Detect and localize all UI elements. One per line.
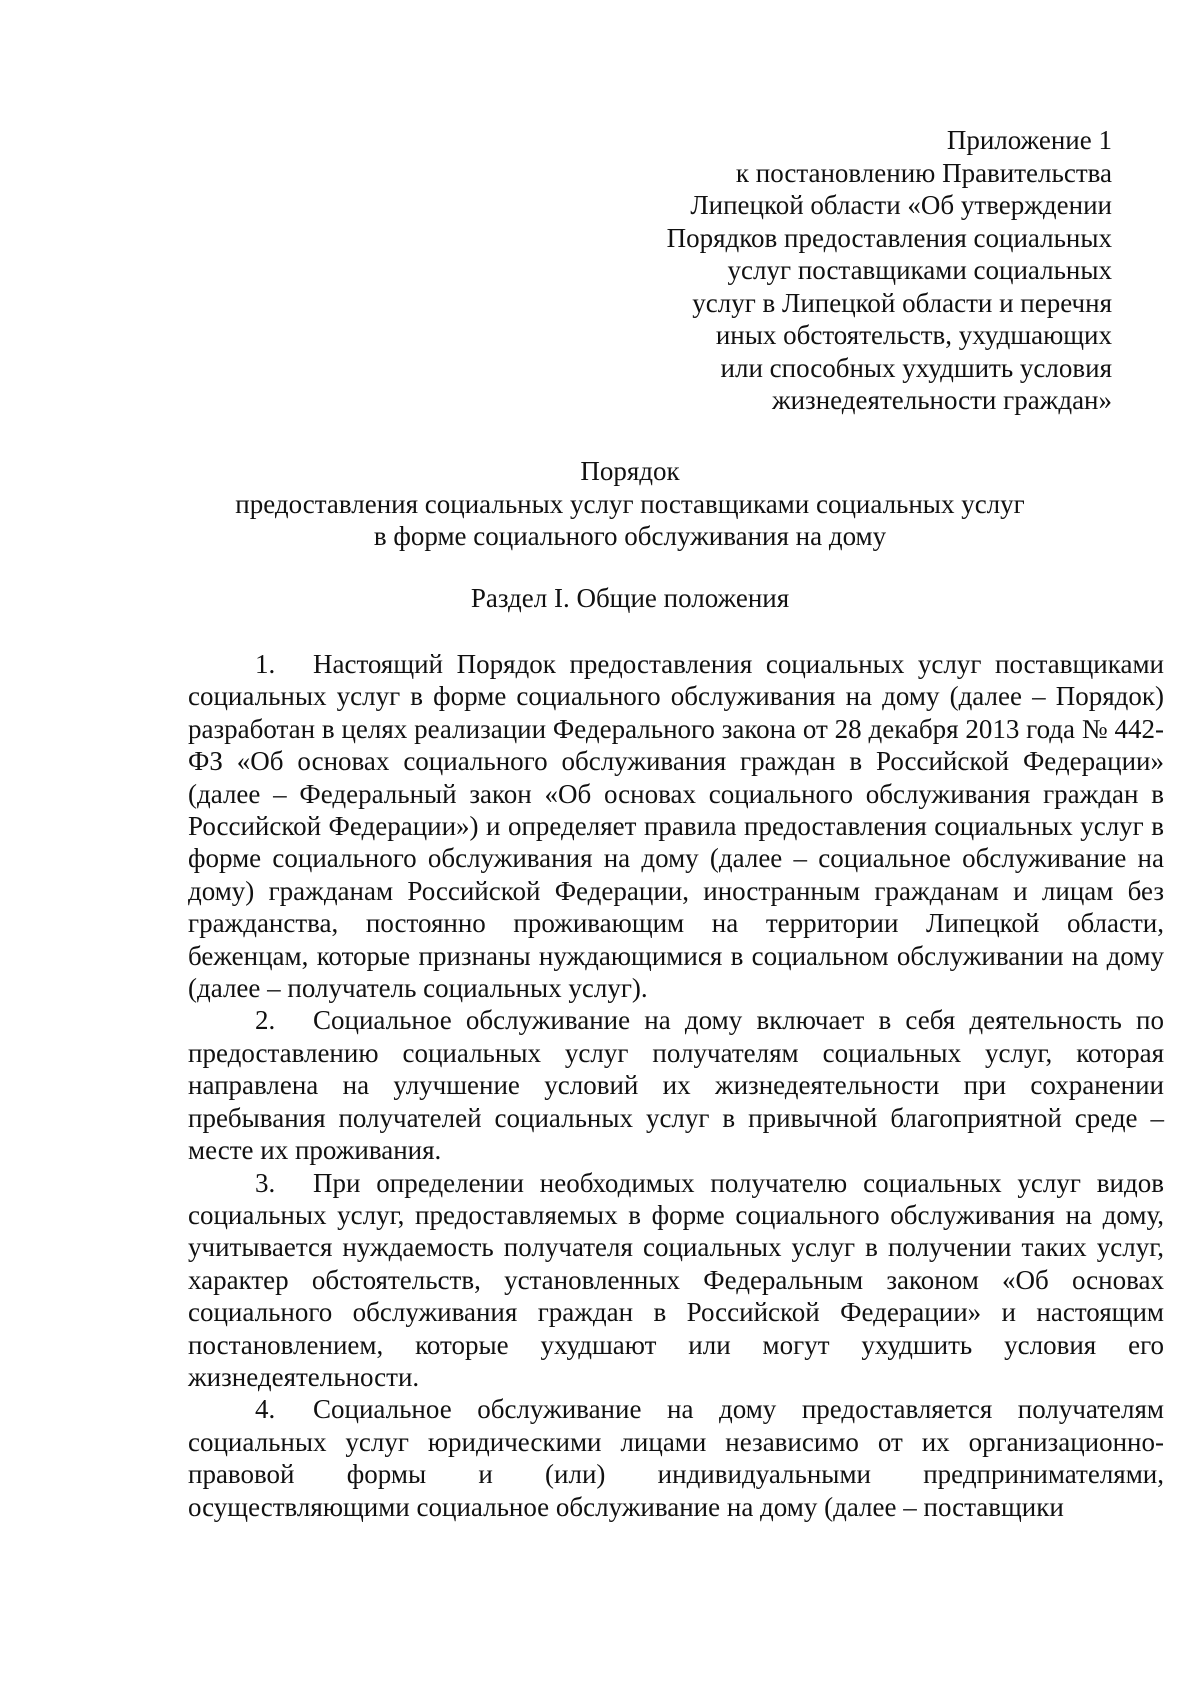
title-line: предоставления социальных услуг поставщиками социальных услуг (235, 488, 1025, 519)
annex-line: или способных ухудшить условия (720, 352, 1112, 383)
paragraph-number: 3. (255, 1167, 276, 1198)
paragraph-1 (188, 648, 1164, 1004)
paragraph-number: 1. (255, 649, 276, 679)
paragraph-number: 4. (255, 1394, 276, 1425)
paragraph-text: При определении необходимых получателю социальных услуг видов социальных услуг, предоставляемых в форме социального обслуживания на дому, учитывается нуждаемость получателя социальных услуг в получении таких услуг, характер обстоятельств, установленных Федеральным законом «Об основах социального обслуживания граждан в Российской Федерации» и настоящим постановлением, которые ухудшают или могут ухудшить условия его жизнедеятельности. (188, 1167, 1164, 1392)
paragraph-text: Социальное обслуживание на дому включает в себя деятельность по предоставлению социальных услуг получателям социальных услуг, которая направлена на улучшение условий их жизнедеятельности при сохранении пребывания получателей социальных услуг в привычной благоприятной среде – месте их проживания. (188, 1005, 1164, 1166)
annex-line: Липецкой области «Об утверждении (690, 190, 1112, 220)
paragraph-4 (188, 1393, 1164, 1523)
annex-line: к постановлению Правительства (735, 157, 1112, 188)
annex-line: жизнедеятельности граждан» (771, 385, 1112, 415)
document-title (150, 455, 1110, 553)
paragraph-2 (188, 1004, 1164, 1166)
title-line: Порядок (580, 456, 680, 486)
document-body (188, 648, 1164, 1523)
paragraph-text: Настоящий Порядок предоставления социальных услуг поставщиками социальных услуг в форме социального обслуживания на дому (далее – Порядок) разработан в целях реализации Федерального закона от 28 декабря 2013 года № 442-ФЗ «Об основах социального обслуживания граждан в Российской Федерации» (далее – Федеральный закон «Об основах социального обслуживания граждан в Российской Федерации») и определяет правила предоставления социальных услуг в форме социального обслуживания на дому (далее – социальное обслуживание на дому) гражданам Российской Федерации, иностранным гражданам и лицам без гражданства, постоянно проживающим на территории Липецкой области, беженцам, которые признаны нуждающимися в социальном обслуживании на дому (далее – получатель социальных услуг). (188, 649, 1164, 1004)
section-heading (150, 582, 1110, 615)
paragraph-text: Социальное обслуживание на дому предоставляется получателям социальных услуг юридическими лицами независимо от их организационно-правовой формы и (или) индивидуальными предпринимателями, осуществляющими социальное обслуживание на дому (далее – поставщики (188, 1394, 1164, 1522)
annex-note (552, 124, 1112, 417)
paragraph-number: 2. (255, 1005, 276, 1036)
annex-line: Порядков предоставления социальных (666, 222, 1112, 253)
title-line: в форме социального обслуживания на дому (373, 521, 887, 551)
annex-line: услуг поставщиками социальных (727, 255, 1112, 285)
annex-line: Приложение 1 (946, 125, 1112, 155)
annex-line: иных обстоятельств, ухудшающих (715, 320, 1112, 350)
paragraph-3 (188, 1167, 1164, 1394)
annex-line: услуг в Липецкой области и перечня (692, 287, 1112, 318)
section-heading-text: Раздел I. Общие положения (470, 583, 790, 613)
